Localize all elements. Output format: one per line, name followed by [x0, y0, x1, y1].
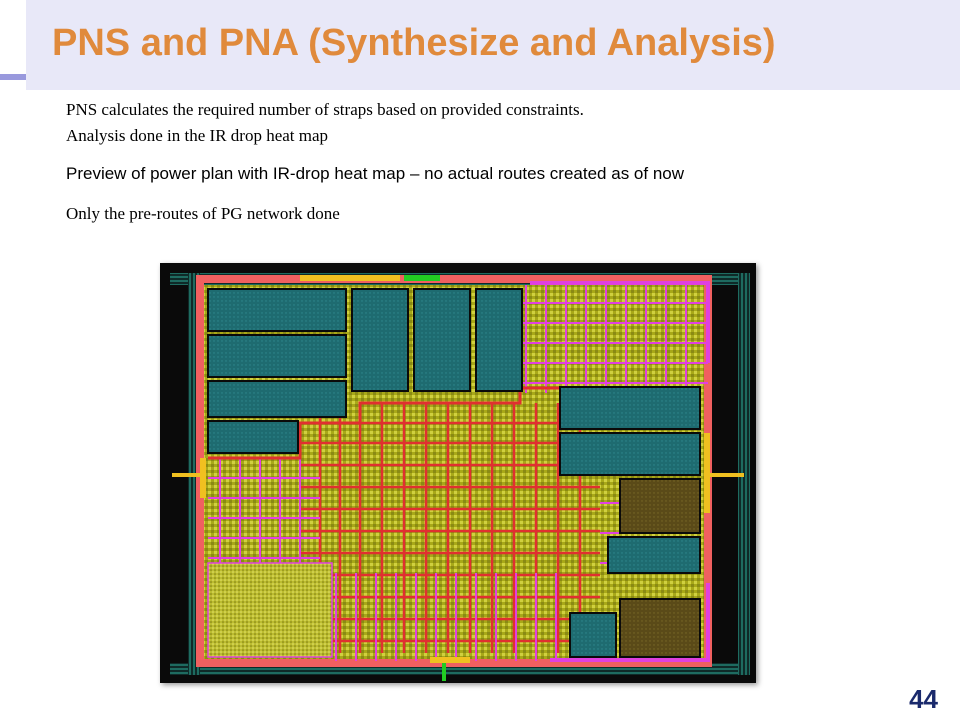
- page-number: 44: [909, 684, 938, 714]
- power-pin: [172, 473, 200, 477]
- macro-block: [620, 479, 700, 533]
- macro-block: [476, 289, 522, 391]
- macro-block: [208, 289, 346, 331]
- power-pin: [704, 433, 710, 513]
- macro-block: [414, 289, 470, 391]
- macro-block: [608, 537, 700, 573]
- dense-cell-region: [208, 563, 332, 657]
- slide-title: PNS and PNA (Synthesize and Analysis): [52, 22, 776, 64]
- power-pin: [404, 275, 440, 281]
- macro-block: [560, 433, 700, 475]
- power-pin: [430, 657, 470, 663]
- macro-block: [560, 387, 700, 429]
- body-line-2: Analysis done in the IR drop heat map: [66, 126, 329, 145]
- title-accent-bar: [0, 74, 26, 80]
- macro-block: [352, 289, 408, 391]
- power-pin: [442, 663, 446, 681]
- heat-map-svg: [160, 263, 756, 683]
- macro-block: [620, 599, 700, 657]
- power-pin: [300, 275, 400, 281]
- body-line-4: Only the pre-routes of PG network done: [66, 204, 340, 223]
- macro-block: [570, 613, 616, 657]
- body-line-3: Preview of power plan with IR-drop heat map – no actual routes created as of now: [66, 164, 685, 183]
- macro-block: [208, 381, 346, 417]
- macro-block: [208, 335, 346, 377]
- macro-block: [208, 421, 298, 453]
- power-pin: [200, 458, 206, 498]
- ir-drop-heat-map-figure: [160, 263, 756, 683]
- body-line-1: PNS calculates the required number of straps based on provided constraints.: [66, 100, 584, 119]
